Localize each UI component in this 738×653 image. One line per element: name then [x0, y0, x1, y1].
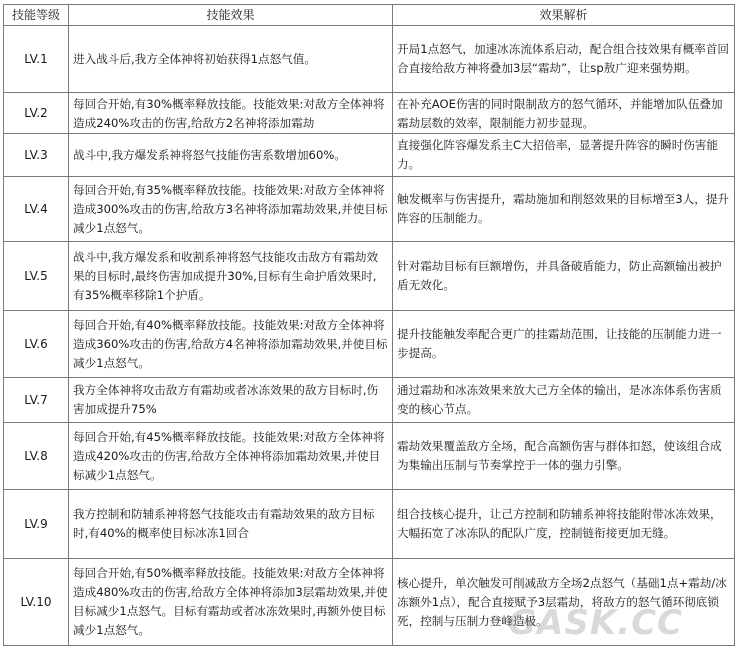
effect-cell: 每回合开始,有40%概率释放技能。技能效果:对敌方全体神将造成360%攻击的伤害,给敌方4名神将添加霜劫效果,并使目标减少1点怒气。	[69, 311, 393, 378]
level-cell: LV.1	[4, 26, 69, 93]
table-row	[4, 134, 735, 177]
effect-cell: 每回合开始,有35%概率释放技能。技能效果:对敌方全体神将造成300%攻击的伤害,给敌方3名神将添加霜劫效果,并使目标减少1点怒气。	[69, 177, 393, 242]
header-effect-analysis: 效果解析	[393, 5, 735, 26]
level-cell: LV.10	[4, 559, 69, 646]
effect-cell: 每回合开始,有50%概率释放技能。技能效果:对敌方全体神将造成480%攻击的伤害,给敌方全体神将添加3层霜劫效果,并使目标减少1点怒气。目标有霜劫或者冰冻效果时,再额外使目标减少1点怒气。	[69, 559, 393, 646]
level-cell: LV.4	[4, 177, 69, 242]
table-row	[4, 311, 735, 378]
analysis-cell: 组合技核心提升，让己方控制和防辅系神将技能附带冰冻效果，大幅拓宽了冰冻队的配队广度，控制链衔接更加无缝。	[393, 490, 735, 559]
analysis-cell: 提升技能触发率配合更广的挂霜劫范围，让技能的压制能力进一步提高。	[393, 311, 735, 378]
table-row	[4, 559, 735, 646]
effect-cell: 战斗中,我方爆发系神将怒气技能伤害系数增加60%。	[69, 134, 393, 177]
table-row	[4, 378, 735, 423]
table-row	[4, 93, 735, 134]
level-cell: LV.9	[4, 490, 69, 559]
table-row	[4, 26, 735, 93]
analysis-cell: 霜劫效果覆盖敌方全场，配合高额伤害与群体扣怒，使该组合成为集输出压制与节奏掌控于一体的强力引擎。	[393, 423, 735, 490]
level-cell: LV.5	[4, 242, 69, 311]
effect-cell: 我方全体神将攻击敌方有霜劫或者冰冻效果的敌方目标时,伤害加成提升75%	[69, 378, 393, 423]
table-row	[4, 242, 735, 311]
skill-level-table	[3, 4, 735, 646]
analysis-cell: 针对霜劫目标有巨额增伤，并具备破盾能力，防止高额输出被护盾无效化。	[393, 242, 735, 311]
effect-cell: 每回合开始,有30%概率释放技能。技能效果:对敌方全体神将造成240%攻击的伤害,给敌方2名神将添加霜劫	[73, 97, 385, 130]
level-cell: LV.6	[4, 311, 69, 378]
effect-cell: 进入战斗后,我方全体神将初始获得1点怒气值。	[69, 26, 393, 93]
header-skill-effect: 技能效果	[69, 5, 393, 26]
header-skill-level: 技能等级	[4, 5, 69, 26]
level-cell: LV.2	[4, 93, 69, 134]
level-cell: LV.8	[4, 423, 69, 490]
level-cell: LV.7	[4, 378, 69, 423]
analysis-cell: 开局1点怒气，加速冰冻流体系启动，配合组合技效果有概率首回合直接给敌方神将叠加3层“霜劫”，让sp敖广迎来强势期。	[393, 26, 735, 93]
level-cell: LV.3	[4, 134, 69, 177]
analysis-cell: 在补充AOE伤害的同时限制敌方的怒气循环，并能增加队伍叠加霜劫层数的效率，限制能力初步显现。	[397, 97, 723, 130]
table-row	[4, 423, 735, 490]
table-row	[4, 177, 735, 242]
table-header-row	[4, 5, 735, 26]
table-row	[4, 490, 735, 559]
site-watermark: GASK.CC	[508, 603, 683, 643]
analysis-cell: 直接强化阵容爆发系主C大招倍率，显著提升阵容的瞬时伤害能力。	[393, 134, 735, 177]
effect-cell: 战斗中,我方爆发系和收割系神将怒气技能攻击敌方有霜劫效果的目标时,最终伤害加成提升30%,目标有生命护盾效果时,有35%概率移除1个护盾。	[69, 242, 393, 311]
analysis-cell: 触发概率与伤害提升，霜劫施加和削怒效果的目标增至3人，提升阵容的压制能力。	[393, 177, 735, 242]
analysis-cell: 核心提升，单次触发可削减敌方全场2点怒气（基础1点+霜劫/冰冻额外1点），配合直接赋予3层霜劫，将敌方的怒气循环彻底锁死，控制与压制力登峰造极。	[393, 559, 735, 646]
effect-cell: 每回合开始,有45%概率释放技能。技能效果:对敌方全体神将造成420%攻击的伤害,给敌方全体神将添加霜劫效果,并使目标减少1点怒气。	[69, 423, 393, 490]
analysis-cell: 通过霜劫和冰冻效果来放大己方全体的输出，是冰冻体系伤害质变的核心节点。	[393, 378, 735, 423]
effect-cell: 我方控制和防辅系神将怒气技能攻击有霜劫效果的敌方目标时,有40%的概率使目标冰冻1回合	[69, 490, 393, 559]
